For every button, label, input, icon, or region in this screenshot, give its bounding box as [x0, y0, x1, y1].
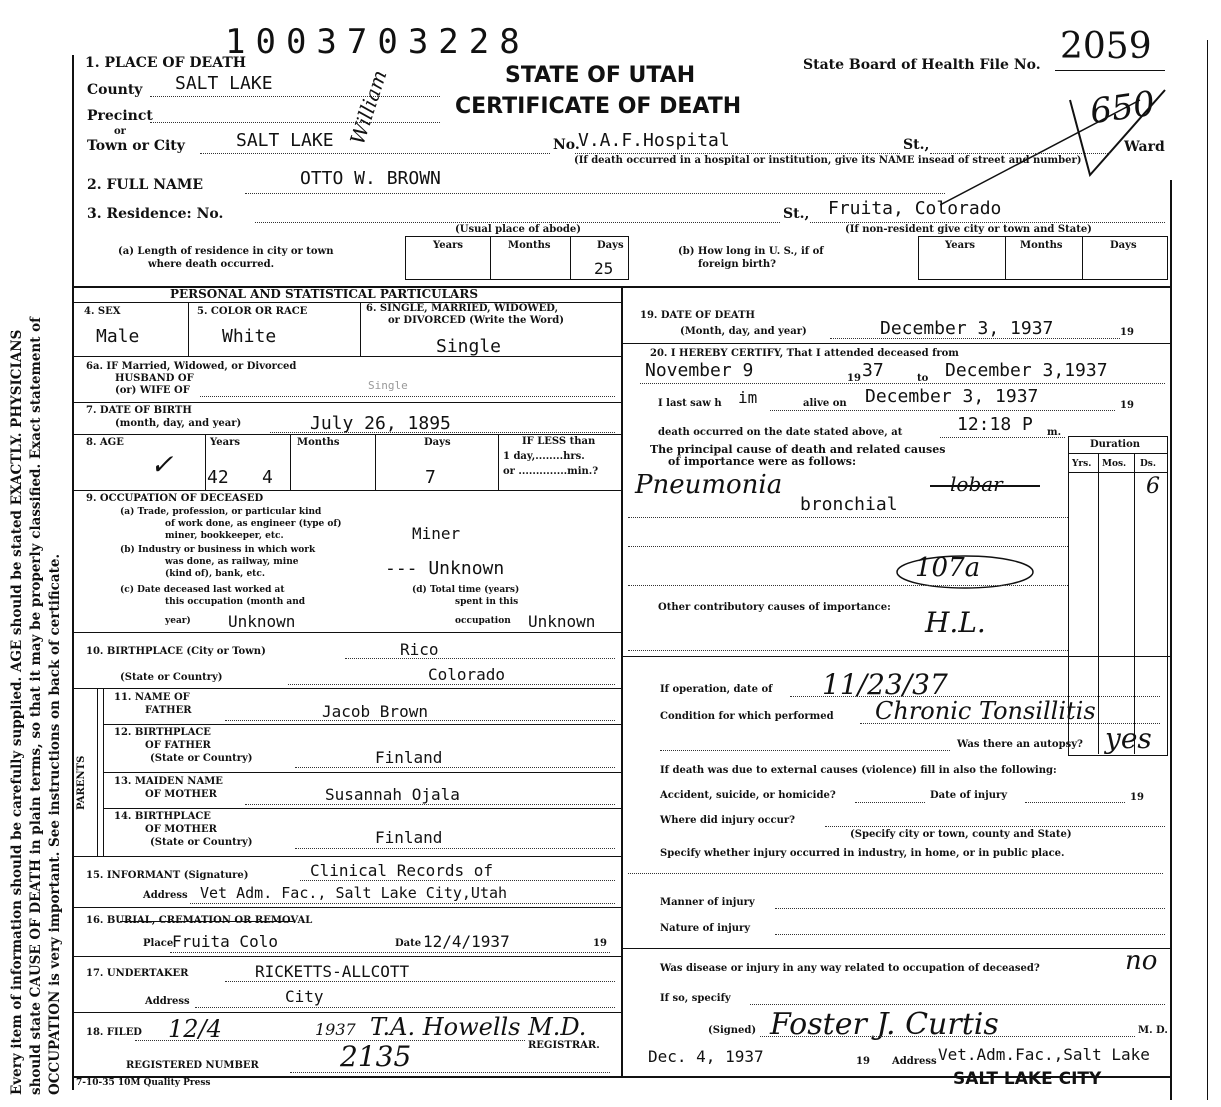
- burial-strike: [120, 921, 293, 922]
- signed-date: Dec. 4, 1937: [648, 1047, 764, 1066]
- us-label-1: (b) How long in U. S., if of: [678, 246, 824, 257]
- operation-date: 11/23/37: [822, 668, 948, 701]
- physician-address-city: SALT LAKE CITY: [953, 1069, 1102, 1089]
- operation-label: If operation, date of: [660, 684, 773, 695]
- st-label: St.,: [903, 137, 930, 153]
- physician-address-label: Address: [892, 1056, 937, 1067]
- md-label: M. D.: [1138, 1025, 1168, 1036]
- parents-label: PARENTS: [76, 755, 87, 810]
- father-value: Jacob Brown: [322, 702, 428, 721]
- full-name-value: OTTO W. BROWN: [300, 168, 441, 189]
- dod-nineteen: 19: [1120, 327, 1134, 338]
- injury-date-nineteen: 19: [1130, 792, 1144, 803]
- burial-nineteen: 19: [593, 938, 607, 949]
- spouse-faint-value: Single: [368, 379, 408, 392]
- dod-label-1: 19. DATE OF DEATH: [640, 310, 755, 321]
- informant-address-value: Vet Adm. Fac., Salt Lake City,Utah: [200, 884, 508, 902]
- occupation-d-1: (d) Total time (years): [412, 585, 520, 595]
- burial-date-label: Date: [395, 938, 422, 949]
- occupation-a-2: of work done, as engineer (type of): [165, 519, 342, 529]
- father-birthplace-value: Finland: [375, 748, 443, 767]
- ward-line: [930, 153, 1110, 154]
- length-label-1: (a) Length of residence in city or town: [118, 246, 334, 257]
- age-months-value: 4: [262, 467, 273, 488]
- mother-value: Susannah Ojala: [325, 785, 460, 804]
- registrar-signature: T.A. Howells M.D.: [370, 1013, 587, 1041]
- occupation-a-3: miner, bookkeeper, etc.: [165, 531, 284, 541]
- age-months-label: Months: [297, 437, 340, 448]
- undertaker-label: 17. UNDERTAKER: [86, 968, 189, 979]
- side-instructions: [8, 85, 68, 1095]
- hospital-note: (If death occurred in a hospital or institution, give its NAME insead of street and number): [574, 155, 1082, 166]
- informant-label: 15. INFORMANT (Signature): [86, 870, 249, 881]
- precinct-line: [150, 122, 440, 123]
- less-label-3: or ..............min.?: [503, 466, 599, 477]
- edge-line: [1207, 40, 1208, 1100]
- burial-place-value: Fruita Colo: [172, 932, 278, 951]
- attended-to-label: to: [917, 373, 929, 384]
- physician-address: Vet.Adm.Fac.,Salt Lake: [938, 1045, 1150, 1064]
- occupation-value: Miner: [412, 524, 461, 543]
- occupation-c-1: (c) Date deceased last worked at: [120, 585, 285, 595]
- certify-label-20: 20. I HEREBY CERTIFY, That I attended deceased from: [650, 348, 959, 359]
- alive-on-label: alive on: [803, 398, 847, 409]
- spouse-label-3: (or) WIFE OF: [115, 385, 190, 396]
- sex-label: 4. SEX: [84, 306, 121, 317]
- cause-struck: lobar: [950, 472, 1003, 496]
- informant-address-label: Address: [143, 890, 188, 901]
- page-title: CERTIFICATE OF DEATH: [455, 94, 742, 119]
- or-label: or: [114, 126, 126, 137]
- burial-place-label: Place: [143, 938, 174, 949]
- last-worked-value: Unknown: [228, 612, 296, 631]
- father-label-2: FATHER: [145, 705, 192, 716]
- mother-label-2: OF MOTHER: [145, 789, 217, 800]
- mother-birthplace-label-3: (State or Country): [150, 837, 253, 848]
- dod-value: December 3, 1937: [880, 318, 1054, 339]
- occupation-b-3: (kind of), bank, etc.: [165, 569, 265, 579]
- color-label: 5. COLOR OR RACE: [197, 306, 308, 317]
- us-years-label: Years: [945, 240, 976, 251]
- mother-birthplace-label-2: OF MOTHER: [145, 824, 217, 835]
- duration-days-value: 6: [1146, 474, 1160, 499]
- side-instructions-line-3: OCCUPATION is very important. See instructions on back of certificate.: [47, 553, 63, 1095]
- death-time-suffix: m.: [1047, 427, 1062, 438]
- age-label: 8. AGE: [86, 437, 124, 448]
- personal-heading: PERSONAL AND STATISTICAL PARTICULARS: [170, 287, 479, 301]
- residence-no-line: [255, 222, 780, 223]
- state-heading: STATE OF UTAH: [505, 63, 696, 88]
- injury-date-label: Date of injury: [930, 790, 1008, 801]
- county-line: [150, 96, 440, 97]
- dob-value: July 26, 1895: [310, 413, 451, 434]
- sex-value: Male: [96, 326, 140, 347]
- dob-label-1: 7. DATE OF BIRTH: [86, 405, 192, 416]
- signed-label: (Signed): [708, 1025, 757, 1036]
- place-heading: 1. PLACE OF DEATH: [85, 55, 246, 71]
- marital-label-1: 6. SINGLE, MARRIED, WIDOWED,: [366, 303, 559, 314]
- occupation-c-2: this occupation (month and: [165, 597, 306, 607]
- last-saw-nineteen: 19: [1120, 400, 1134, 411]
- last-saw-date: December 3, 1937: [865, 386, 1039, 407]
- filed-date-value: 12/4: [168, 1015, 222, 1043]
- undertaker-address-label: Address: [145, 996, 190, 1007]
- occupation-b-2: was done, as railway, mine: [165, 557, 299, 567]
- occupation-b-1: (b) Industry or business in which work: [120, 545, 316, 555]
- attended-from-nineteen: 19: [847, 373, 861, 384]
- cause-label-2: of importance were as follows:: [668, 455, 856, 468]
- side-instructions-line-1: Every item of information should be carefully supplied. AGE should be stated EXACTLY. PHYSICIANS: [9, 329, 25, 1095]
- spouse-label-2: HUSBAND OF: [115, 373, 194, 384]
- father-label-1: 11. NAME OF: [114, 692, 190, 703]
- marginal-note: 650: [1087, 83, 1158, 133]
- length-days-label: Days: [597, 240, 624, 251]
- color-value: White: [222, 326, 277, 347]
- age-days-value: 7: [425, 467, 436, 488]
- marital-value: Single: [436, 336, 502, 357]
- town-line: [200, 153, 550, 154]
- attended-from-value: November 9: [645, 360, 754, 381]
- occupation-c-3: year): [165, 616, 191, 626]
- length-days-value: 25: [594, 259, 614, 278]
- full-name-label: 2. FULL NAME: [87, 177, 204, 193]
- duration-yrs-label: Yrs.: [1072, 459, 1092, 469]
- duration-mos-label: Mos.: [1102, 459, 1127, 469]
- mother-label-1: 13. MAIDEN NAME: [114, 776, 223, 787]
- residence-label: 3. Residence: No.: [87, 206, 224, 222]
- age-years-value: 42: [207, 467, 229, 488]
- death-time-label: death occurred on the date stated above, at: [658, 427, 903, 438]
- attended-from-year: 37: [862, 360, 884, 381]
- undertaker-address-value: City: [285, 987, 324, 1006]
- less-label-2: 1 day,........hrs.: [503, 451, 585, 462]
- length-label-2: where death occurred.: [148, 259, 275, 270]
- signed-nineteen: 19: [856, 1056, 870, 1067]
- printer-footer: 7-10-35 10M Quality Press: [76, 1078, 211, 1088]
- spouse-label-1: 6a. IF Married, Widowed, or Divorced: [86, 361, 297, 372]
- county-value: SALT LAKE: [175, 73, 273, 94]
- filed-label: 18. FILED: [86, 1027, 142, 1038]
- town-label: Town or City: [87, 138, 185, 154]
- us-months-label: Months: [1020, 240, 1063, 251]
- last-saw-label: I last saw h: [658, 398, 722, 409]
- filed-year-value: 1937: [315, 1020, 356, 1039]
- mother-birthplace-value: Finland: [375, 828, 443, 847]
- father-birthplace-label-1: 12. BIRTHPLACE: [114, 727, 211, 738]
- if-so-label: If so, specify: [660, 993, 731, 1004]
- autopsy-value: yes: [1105, 722, 1152, 755]
- length-years-label: Years: [433, 240, 464, 251]
- age-check-icon: ✓: [150, 448, 174, 481]
- serial-number: 1003703228: [225, 22, 530, 62]
- birthplace-label: 10. BIRTHPLACE (City or Town): [86, 646, 266, 657]
- length-months-label: Months: [508, 240, 551, 251]
- dod-label-2: (Month, day, and year): [680, 326, 807, 337]
- usual-abode-note: (Usual place of abode): [455, 224, 581, 235]
- registered-number-label: REGISTERED NUMBER: [126, 1060, 259, 1071]
- father-birthplace-label-3: (State or Country): [150, 753, 253, 764]
- other-causes-label: Other contributory causes of importance:: [658, 602, 891, 613]
- condition-label: Condition for which performed: [660, 711, 834, 722]
- burial-label: 16. BURIAL, CREMATION OR REMOVAL: [86, 915, 313, 926]
- duration-ds-label: Ds.: [1140, 459, 1157, 469]
- mother-birthplace-label-1: 14. BIRTHPLACE: [114, 811, 211, 822]
- birth-state-value: Colorado: [428, 665, 506, 684]
- hospital-value: V.A.F.Hospital: [578, 130, 730, 151]
- specify-location-note: (Specify city or town, county and State): [850, 829, 1072, 840]
- side-instructions-line-2: should state CAUSE OF DEATH in plain terms, so that it may be properly classified. Exact statement of: [28, 317, 44, 1095]
- left-frame-line: [72, 55, 74, 1090]
- file-no-value: 2059: [1060, 26, 1152, 67]
- registrar-label: REGISTRAR.: [528, 1040, 600, 1051]
- dob-label-2: (month, day, and year): [115, 418, 242, 429]
- manner-injury-label: Manner of injury: [660, 897, 755, 908]
- marital-label-2: or DIVORCED (Write the Word): [388, 315, 564, 326]
- informant-value: Clinical Records of: [310, 861, 494, 880]
- industry-value: --- Unknown: [385, 558, 505, 579]
- burial-date-value: 12/4/1937: [423, 932, 510, 951]
- residence-st-label: St.,: [783, 206, 810, 222]
- total-time-value: Unknown: [528, 612, 596, 631]
- us-days-label: Days: [1110, 240, 1137, 251]
- occupation-a-1: (a) Trade, profession, or particular kind: [120, 507, 322, 517]
- right-frame-line: [1170, 180, 1172, 1100]
- occupation-d-2: spent in this: [455, 597, 519, 607]
- cause-strike-line: [930, 485, 1040, 487]
- county-label: County: [87, 82, 143, 98]
- attended-to-value: December 3,1937: [945, 360, 1108, 381]
- father-birthplace-label-2: OF FATHER: [145, 740, 211, 751]
- hospital-line: [575, 153, 900, 154]
- condition-value: Chronic Tonsillitis: [875, 697, 1096, 725]
- file-no-label: State Board of Health File No.: [803, 57, 1041, 73]
- cause-label-1: The principal cause of death and related causes: [650, 443, 946, 456]
- us-label-2: foreign birth?: [698, 259, 776, 270]
- last-saw-him: im: [738, 388, 758, 407]
- occupation-label: 9. OCCUPATION OF DECEASED: [86, 493, 264, 504]
- name-insert-handwritten: William: [345, 67, 392, 148]
- code-circle-icon: [890, 550, 1070, 595]
- death-time-value: 12:18 P: [957, 414, 1033, 435]
- occupation-d-3: occupation: [455, 616, 511, 626]
- nature-injury-label: Nature of injury: [660, 923, 751, 934]
- residence-line: [810, 222, 1165, 223]
- other-causes-value: H.L.: [925, 606, 986, 639]
- birth-city-value: Rico: [400, 640, 439, 659]
- duration-label: Duration: [1090, 439, 1141, 450]
- cause-secondary: bronchial: [800, 494, 898, 515]
- specify-injury-label: Specify whether injury occurred in industry, in home, or in public place.: [660, 848, 1065, 859]
- cause-code: 107a: [915, 553, 981, 583]
- no-label: No.: [553, 137, 580, 153]
- autopsy-label: Was there an autopsy?: [957, 739, 1083, 750]
- age-years-label: Years: [210, 437, 241, 448]
- ward-label: Ward: [1124, 139, 1165, 155]
- nonresident-note: (If non-resident give city or town and State): [845, 224, 1092, 235]
- birth-state-label: (State or Country): [120, 672, 223, 683]
- external-causes-label: If death was due to external causes (violence) fill in also the following:: [660, 765, 1057, 776]
- undertaker-value: RICKETTS-ALLCOTT: [255, 962, 410, 981]
- related-value: no: [1125, 946, 1158, 976]
- physician-signature: Foster J. Curtis: [770, 1007, 999, 1042]
- full-name-line: [245, 193, 945, 194]
- precinct-label: Precinct: [87, 108, 153, 124]
- town-value: SALT LAKE: [236, 130, 334, 151]
- related-label: Was disease or injury in any way related to occupation of deceased?: [660, 963, 1040, 974]
- injury-where-label: Where did injury occur?: [660, 815, 796, 826]
- age-days-label: Days: [424, 437, 451, 448]
- cause-primary: Pneumonia: [635, 470, 783, 500]
- less-label-1: IF LESS than: [522, 436, 596, 447]
- column-divider: [621, 286, 623, 1076]
- registered-number-value: 2135: [340, 1040, 412, 1073]
- residence-value: Fruita, Colorado: [828, 198, 1002, 219]
- accident-label: Accident, suicide, or homicide?: [660, 790, 836, 801]
